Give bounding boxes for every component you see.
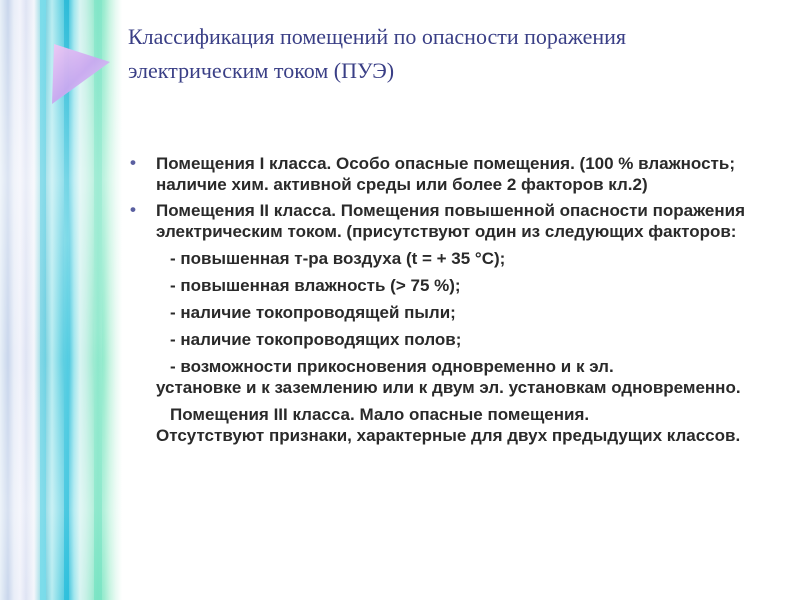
class3-rest: Отсутствуют признаки, характерные для двух предыдущих классов. — [156, 426, 741, 445]
factor-item: - повышенная влажность (> 75 %); — [170, 276, 461, 295]
factor-item: - наличие токопроводящей пыли; — [170, 303, 456, 322]
bullet-text: Помещения I класса. Особо опасные помещения. (100 % влажность; наличие хим. активной среды или более 2 факторов кл.2) — [156, 154, 735, 194]
bullet-dot-icon: • — [130, 153, 136, 172]
bullet-dot-icon: • — [130, 200, 136, 219]
factor-continuation: установке и к заземлению или к двум эл. установкам одновременно. — [156, 378, 741, 397]
bullet-text: Помещения II класса. Помещения повышенной опасности поражения электрическим током. (присутствуют один из следующих факторов: — [156, 201, 745, 241]
decorative-triangle-icon — [48, 42, 112, 106]
page-title — [128, 20, 768, 88]
factor-item: - повышенная т-ра воздуха (t = + 35 °С); — [170, 249, 506, 268]
class3-line1: Помещения III класса. Мало опасные помещения. — [170, 405, 590, 424]
bullet-item-class1 — [130, 153, 770, 195]
class3-paragraph — [130, 404, 770, 446]
bullet-item-class2 — [130, 200, 770, 242]
title-line-1: Классификация помещений по опасности поражения — [128, 24, 627, 49]
title-line-2: электрическим током (ПУЭ) — [128, 58, 395, 83]
factor-item: - наличие токопроводящих полов; — [170, 330, 462, 349]
band-streak — [40, 0, 46, 600]
content-body — [130, 153, 770, 446]
factor-item: - возможности прикосновения одновременно и к эл. — [170, 357, 614, 376]
